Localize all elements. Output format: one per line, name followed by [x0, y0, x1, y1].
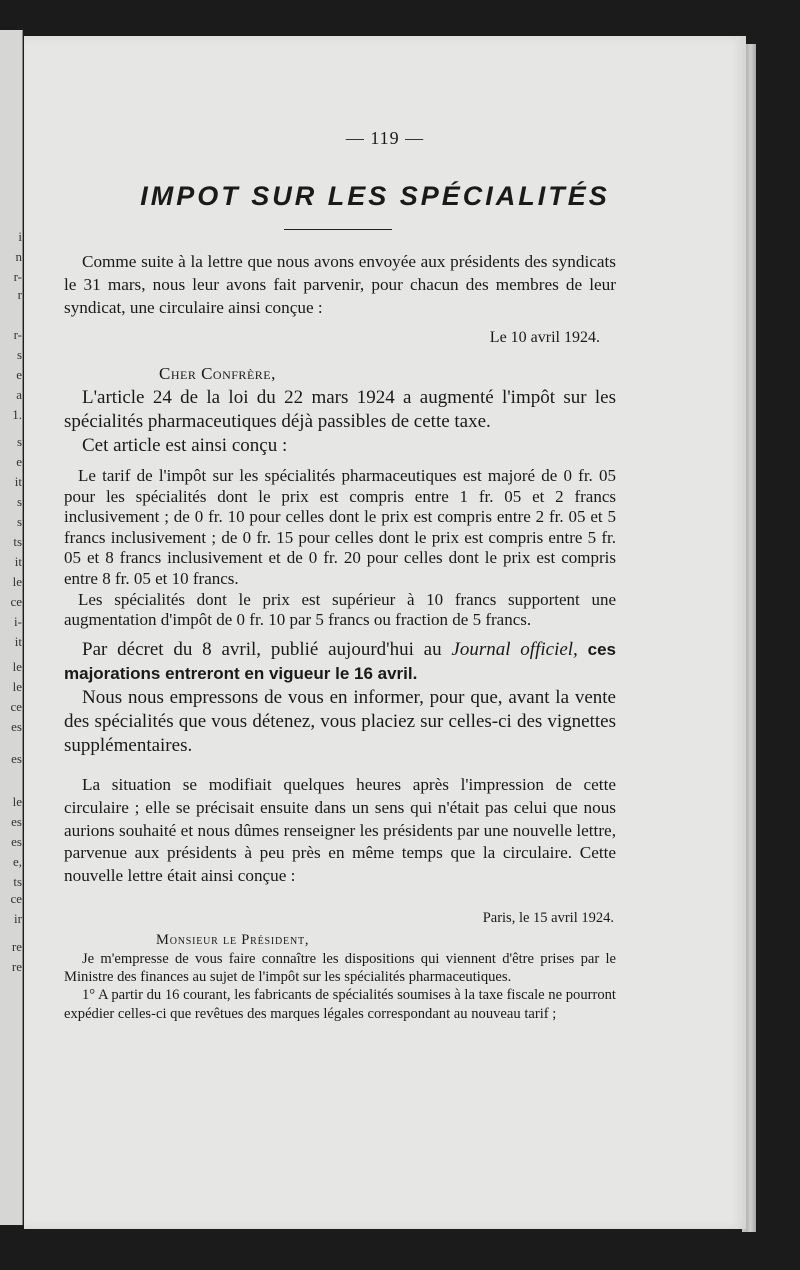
margin-fragment: re [11, 959, 22, 974]
decret-bold-text: ces majorations entreront en vigueur le 16 avril. [64, 640, 616, 683]
margin-fragment: s [16, 434, 22, 449]
margin-fragment: i- [14, 614, 22, 629]
quoted-paragraph: Les spécialités dont le prix est supérieur à 10 francs supportent une augmentation d'impôt de 0 fr. 10 par 5 francs ou fraction de 5 francs. [64, 589, 616, 630]
second-letter-salutation: Monsieur le Président, [156, 932, 310, 948]
second-letter-body [64, 950, 616, 1023]
margin-fragment: r- [13, 269, 22, 284]
page-title: IMPOT SUR LES SPÉCIALITÉS [140, 181, 610, 211]
circular-salutation: Cher Confrère, [159, 364, 276, 383]
margin-fragment: re [11, 939, 22, 954]
margin-fragment: s [16, 514, 22, 529]
margin-fragment: ts [13, 874, 22, 889]
margin-fragment: r [17, 287, 22, 302]
margin-fragment: a [16, 387, 22, 402]
decret-paragraph [64, 638, 616, 686]
margin-fragment: ts [13, 534, 22, 549]
margin-fragment: it [14, 634, 22, 649]
margin-fragment: es [11, 834, 22, 849]
situation-paragraph: La situation se modifiait quelques heures après l'impression de cette circulaire ; elle se précisait ensuite dans un sens qui n'était pas celui que nous aurions souhaité et nous dûmes renseigner les présidents par une nouvelle lettre, parvenue aux présidents à peu près en même temps que la circulaire. Cette nouvelle lettre était ainsi conçue : [64, 775, 616, 886]
circular-paragraph: L'article 24 de la loi du 22 mars 1924 a augmenté l'impôt sur les spécialités pharmaceutiques déjà passibles de cette taxe. [64, 387, 616, 432]
intro-section [64, 250, 616, 319]
margin-fragment: ce [10, 699, 22, 714]
intro-paragraph: Comme suite à la lettre que nous avons envoyée aux présidents des syndicats le 31 mars, nous leur avons fait parvenir, pour chacun des membres de leur syndicat, une circulaire ainsi conçue : [64, 252, 616, 317]
margin-fragment: s [16, 494, 22, 509]
quoted-paragraph: Le tarif de l'impôt sur les spécialités pharmaceutiques est majoré de 0 fr. 05 pour les spécialités dont le prix est compris entre 1 fr. 05 et 2 francs inclusivement ; de 0 fr. 10 pour celles dont le prix est compris entre 2 fr. 05 et 5 francs inclusivement ; de 0 fr. 15 pour celles dont le prix est compris entre 5 fr. 05 et 8 francs inclusivement et de 0 fr. 20 pour celles dont le prix est compris entre 8 fr. 05 et 10 francs. [64, 466, 616, 588]
circular-final-paragraph: Nous nous empressons de vous en informer, pour que, avant la vente des spécialités que vous détenez, vous placiez sur celles-ci des vignettes supplémentaires. [64, 687, 616, 756]
margin-fragment: 1. [12, 407, 22, 422]
margin-fragment: ce [10, 594, 22, 609]
margin-fragment: le [12, 574, 22, 589]
margin-fragment: e, [12, 854, 22, 869]
circular-body [64, 386, 616, 458]
margin-fragment: i [18, 229, 22, 244]
adjacent-page-edge [0, 30, 23, 1225]
margin-fragment: e [16, 367, 22, 382]
page-number: — 119 — [345, 128, 425, 148]
second-letter-paragraph: 1° A partir du 16 courant, les fabricants de spécialités soumises à la taxe fiscale ne pourront expédier celles-ci que revêtues des marques légales correspondant au nouveau tarif ; [64, 987, 616, 1022]
journal-title: Journal officiel, [451, 639, 578, 660]
decret-section [64, 638, 616, 758]
document-page [24, 36, 746, 1229]
margin-fragment: es [11, 814, 22, 829]
margin-fragment: le [12, 679, 22, 694]
margin-fragment: le [12, 659, 22, 674]
margin-fragment: n [15, 249, 22, 264]
situation-section [64, 774, 616, 888]
margin-fragment: es [11, 751, 22, 766]
second-letter-paragraph: Je m'empresse de vous faire connaître les dispositions qui viennent d'être prises par le Ministre des finances au sujet de l'impôt sur les spécialités pharmaceutiques. [64, 951, 616, 986]
margin-fragment: es [11, 719, 22, 734]
circular-paragraph: Cet article est ainsi conçu : [82, 435, 288, 456]
decret-text: Par décret du 8 avril, publié aujourd'hui au [82, 639, 452, 660]
margin-fragment: it [14, 474, 22, 489]
margin-fragment: r- [13, 327, 22, 342]
quoted-article [64, 466, 616, 631]
second-letter-date: Paris, le 15 avril 1924. [482, 910, 614, 926]
margin-fragment: le [12, 794, 22, 809]
circular-date: Le 10 avril 1924. [489, 329, 600, 346]
title-rule [284, 229, 392, 230]
margin-fragment: s [16, 347, 22, 362]
margin-fragment: ir [14, 911, 22, 926]
margin-fragment: ce [10, 891, 22, 906]
margin-fragment: it [14, 554, 22, 569]
margin-fragment: e [16, 454, 22, 469]
